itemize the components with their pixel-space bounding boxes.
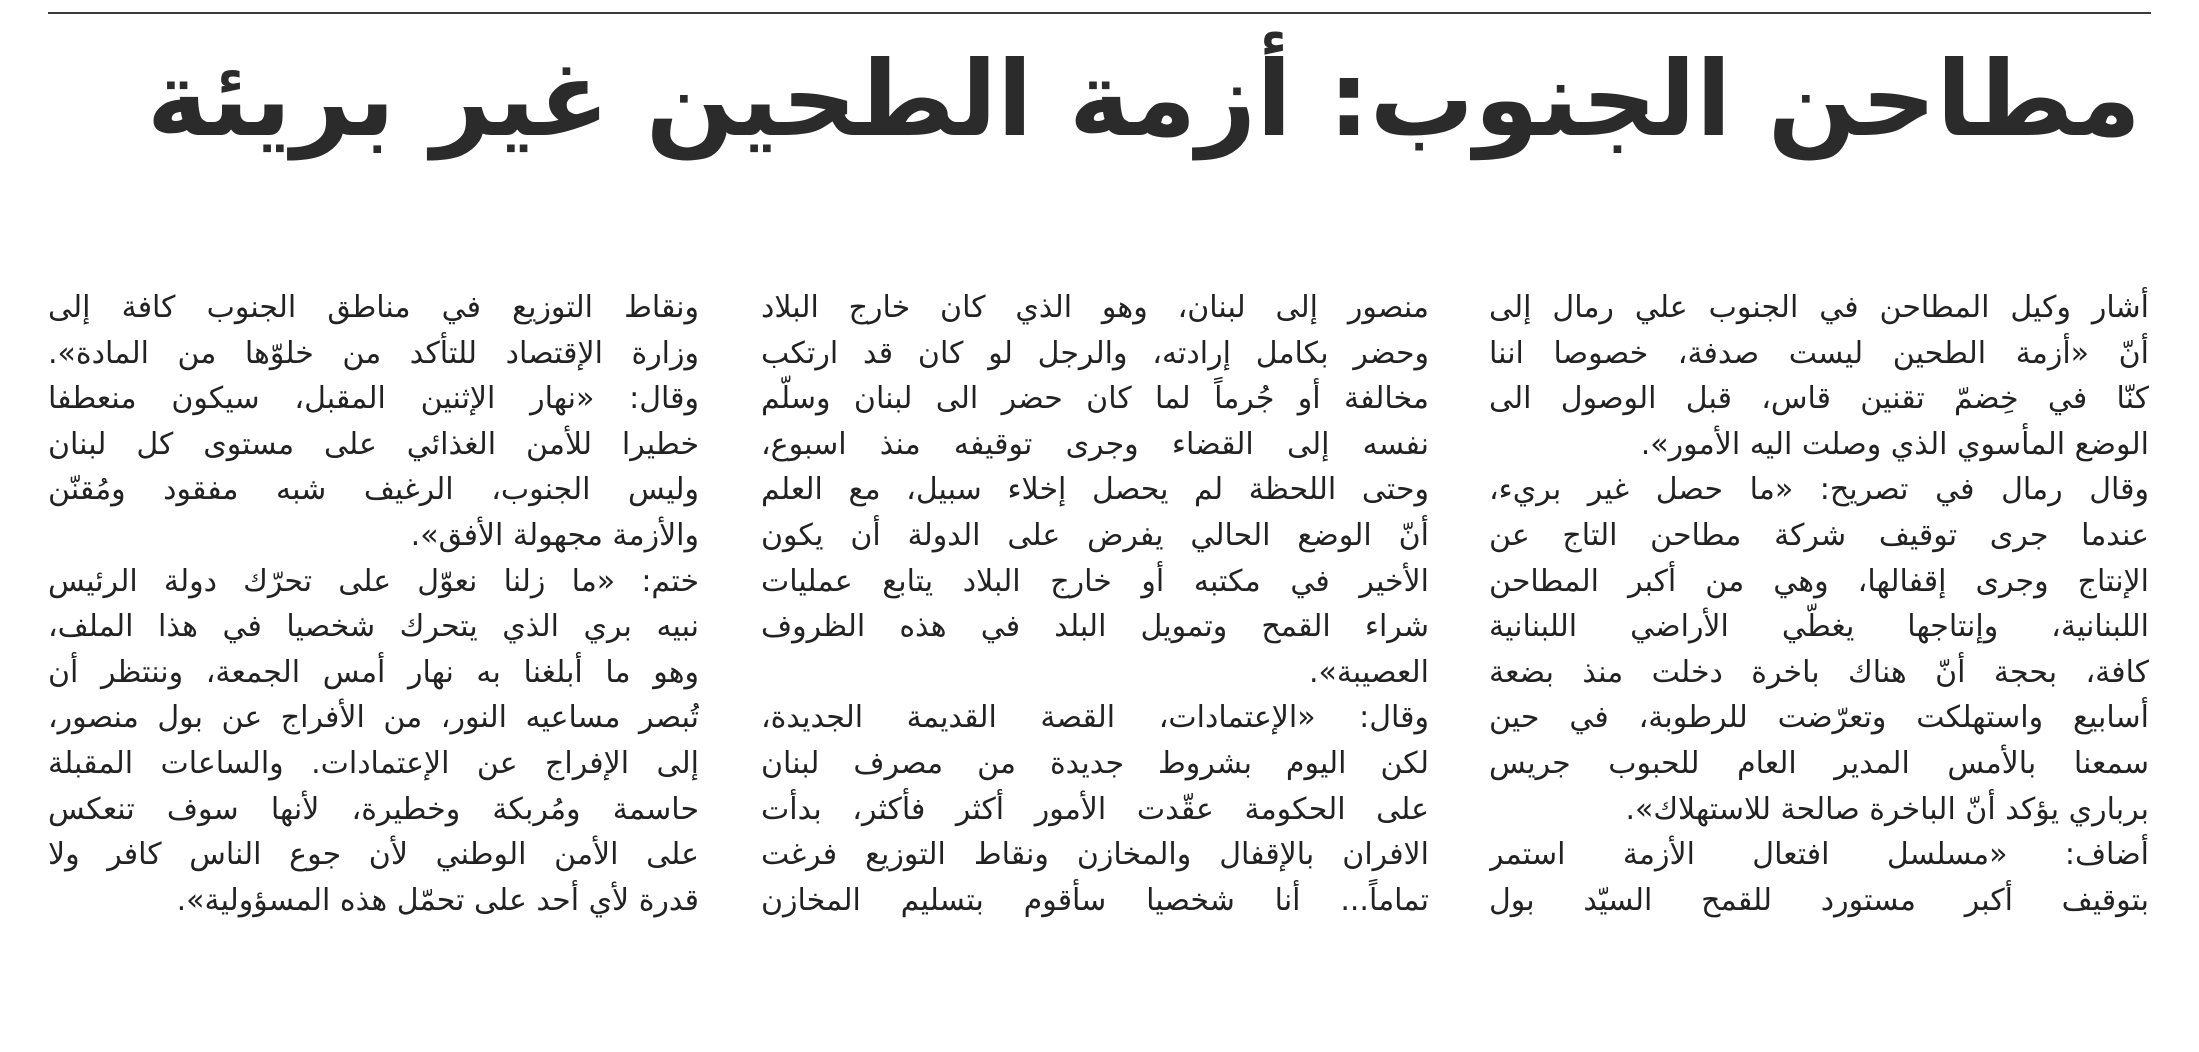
article-column-3: [48, 285, 699, 1025]
article-line: أنّ الوضع الحالي يفرض على الدولة أن يكون: [761, 517, 1429, 553]
article-line: حاسمة ومُربكة وخطيرة، لأنها سوف تنعكس: [48, 791, 699, 827]
article-line: قدرة لأي أحد على تحمّل هذه المسؤولية».: [176, 882, 699, 918]
article-line: برباري يؤكد أنّ الباخرة صالحة للاستهلاك».: [1625, 791, 2149, 827]
article-line: وقال: «نهار الإثنين المقبل، سيكون منعطفا: [48, 381, 699, 417]
article-line: على الأمن الوطني لأن جوع الناس كافر ولا: [48, 837, 699, 873]
article-line: ختم: «ما زلنا نعوّل على تحرّك دولة الرئيس: [48, 563, 699, 599]
article-line: العصيبة».: [1308, 654, 1429, 690]
article-line: لكن اليوم بشروط جديدة من مصرف لبنان: [761, 745, 1429, 781]
article-column-2: [761, 285, 1429, 1025]
article-line: والأزمة مجهولة الأفق».: [410, 517, 699, 553]
article-line: وزارة الإقتصاد للتأكد من خلوّها من المادة».: [48, 335, 699, 371]
article-line: وقال: «الإعتمادات، القصة القديمة الجديدة،: [761, 700, 1429, 736]
article-line: وقال رمال في تصريح: «ما حصل غير بريء،: [1489, 472, 2149, 508]
article-line: نبيه بري الذي يتحرك شخصيا في هذا الملف،: [48, 609, 699, 645]
article-line: وحضر بكامل إرادته، والرجل لو كان قد ارتكب: [761, 335, 1429, 371]
article-line: خطيرا للأمن الغذائي على مستوى كل لبنان: [48, 426, 699, 462]
article-line: أشار وكيل المطاحن في الجنوب علي رمال إلى: [1489, 290, 2149, 325]
article-line: كافة، بحجة أنّ هناك باخرة دخلت منذ بضعة: [1489, 654, 2149, 690]
article-line: منصور إلى لبنان، وهو الذي كان خارج البلاد: [761, 290, 1429, 325]
article-line: كنّا في خِضمّ تقنين قاس، قبل الوصول الى: [1489, 381, 2149, 417]
article-line: الإنتاج وجرى إقفالها، وهي من أكبر المطاحن: [1489, 563, 2149, 599]
article-line: على الحكومة عقّدت الأمور أكثر فأكثر، بدأت: [761, 791, 1429, 827]
article-line: مخالفة أو جُرماً لما كان حضر الى لبنان وسلّم: [761, 381, 1429, 417]
article-line: تماماً... أنا شخصيا سأقوم بتسليم المخازن: [761, 882, 1429, 918]
article-line: تُبصر مساعيه النور، من الأفراج عن بول منصور،: [48, 700, 699, 736]
article-line: إلى الإفراج عن الإعتمادات. والساعات المقبلة: [48, 745, 699, 781]
article-line: أضاف: «مسلسل افتعال الأزمة استمر: [1489, 837, 2149, 873]
article-line: وهو ما أبلغنا به نهار أمس الجمعة، وننتظر أن: [48, 654, 699, 690]
article-column-1: [1489, 285, 2149, 1025]
article-line: وليس الجنوب، الرغيف شبه مفقود ومُقنّن: [48, 472, 699, 508]
article-line: الافران بالإقفال والمخازن ونقاط التوزيع فرغت: [761, 837, 1429, 873]
article-line: الأخير في مكتبه أو خارج البلاد يتابع عمليات: [761, 563, 1429, 599]
article-line: شراء القمح وتمويل البلد في هذه الظروف: [761, 609, 1429, 645]
article-line: الوضع المأسوي الذي وصلت اليه الأمور».: [1640, 426, 2149, 462]
article-line: سمعنا بالأمس المدير العام للحبوب جريس: [1489, 745, 2149, 781]
article-line: وحتى اللحظة لم يحصل إخلاء سبيل، مع العلم: [761, 472, 1429, 508]
article-line: بتوقيف أكبر مستورد للقمح السيّد بول: [1489, 882, 2149, 918]
article-line: اللبنانية، وإنتاجها يغطّي الأراضي اللبنانية: [1489, 609, 2149, 645]
article-line: أنّ «أزمة الطحين ليست صدفة، خصوصا اننا: [1489, 335, 2149, 371]
article-line: أسابيع واستهلكت وتعرّضت للرطوبة، في حين: [1489, 700, 2149, 736]
article-line: نفسه إلى القضاء وجرى توقيفه منذ اسبوع،: [761, 426, 1429, 462]
article-body: [48, 285, 2149, 1025]
article-line: عندما جرى توقيف شركة مطاحن التاج عن: [1489, 517, 2149, 553]
article-line: ونقاط التوزيع في مناطق الجنوب كافة إلى: [48, 290, 699, 325]
article-headline: مطاحن الجنوب: أزمة الطحين غير بريئة: [146, 38, 2141, 160]
